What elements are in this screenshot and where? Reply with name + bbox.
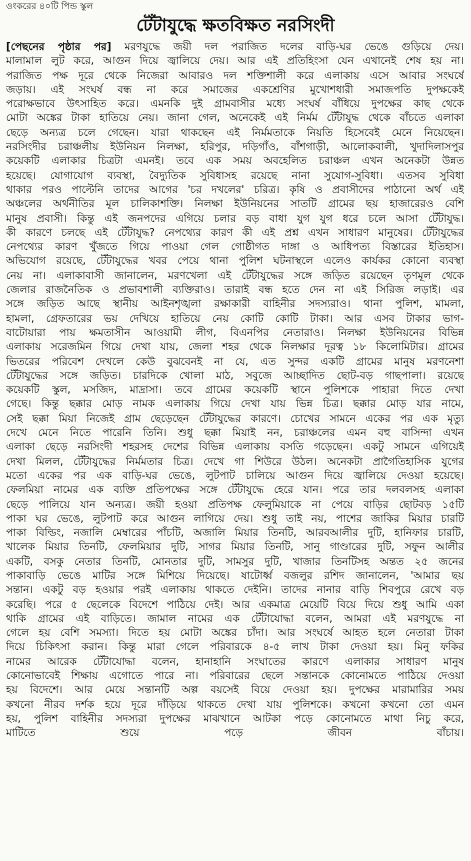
article-line: মতো একের পর এক বাড়ি-ঘর ভেঙে, লুটপাট চালিয়ে আগুন দিয়ে জ্বালিয়ে দেওয়া হয়েছে। bbox=[6, 469, 464, 482]
article-line: কোনোভাবেই শিক্ষায় এগোতে পারে না। পরিবারের ছেলে সন্তানকে কোনোমতে পাঠিয়ে দেওয়া bbox=[6, 670, 464, 683]
article-line: এলাকায় সরেজমিন গিয়ে দেখা যায়, জেলা শহর থেকে নিলক্ষার দূরত্ব ১৮ কিলোমিটার। গ্রামের bbox=[6, 341, 464, 354]
article-line: জড়ায়। এই সংঘর্ষ বন্ধ না করে সমাজের একশ্রেণির মুখোশধারী সমাজপতি দুপক্ষকেই bbox=[6, 83, 464, 96]
article-line: বাটোয়ারা পায় ক্ষমতাসীন আওয়ামী লীগ, বিএনপির নেতারাও। নিলক্ষা ইউনিয়নের বিভিন্ন bbox=[6, 326, 464, 339]
article-line: গেলে হয় বেশি সমস্যা। দিতে হয় মোটা অঙ্কের চাঁদা। আর সংঘর্ষে আহত হলে নেতারা টাকা bbox=[6, 627, 464, 640]
article-line: মানুষ প্রবাসী। কিন্তু এই জনপদের এগিয়ে চলার বড় বাধা যুগ যুগ ধরে চলে আসা টেঁটাযুদ্ধ। bbox=[6, 212, 464, 225]
article-line: সেই ছক্কা মিয়া নিজেই গ্রাম ছেড়েছেন টেঁটাযুদ্ধের কারণে। চোখের সামনে একের পর এক মৃত্যু bbox=[6, 412, 464, 425]
article-line bbox=[6, 826, 464, 840]
article-line bbox=[6, 798, 464, 812]
article-line: মোটা অঙ্কের টাকা হাতিয়ে নেয়। জানা গেল, অনেকেই এই নির্মম টেঁটাযুদ্ধ থেকে বাঁচতে এলাকা bbox=[6, 112, 464, 125]
article-line bbox=[6, 741, 464, 755]
article-line: ভিতরের পরিবেশ দেখলে কেউ বুঝবেনই না যে, এত সুন্দর একটি গ্রামের মানুষ মরণনেশা bbox=[6, 355, 464, 368]
article-line: হয় বিদেশে। আর মেয়ে সন্তানটি অল্প বয়সেই বিয়ে দেওয়া হয়। দুপক্ষের মারামারির সময় bbox=[6, 684, 464, 697]
article-line: কখনো নীরব দর্শক হয়ে দূরে দাঁড়িয়ে থাকতে দেখা যায় পুলিশকে। কখনো কখনো তো এমন bbox=[6, 698, 464, 711]
article-line: কয়েকটি স্কুল, মসজিদ, মাদ্রাসা। তবে গ্রামের কয়েকটি স্থানে পুলিশকে পাহারা দিতে দেখা bbox=[6, 384, 464, 397]
article-line: অঞ্চলের অর্থনীতির মূল চালিকাশক্তি। নিলক্ষা ইউনিয়নের সাতটি গ্রামের ছয় হাজারেরও বেশি bbox=[6, 198, 464, 211]
article-line: নেয় না। এলাকাবাসী জানালেন, মরণখেলা এই টেঁটাযুদ্ধের সঙ্গে জড়িত রয়েছেন তৃণমূল থেকে bbox=[6, 269, 464, 282]
article-line: দেখে মেনে নিতে পারেনি তিনি। শুধু ছক্কা মিয়াই নন, চরাঞ্চলের এমন বহু বাসিন্দা এখন bbox=[6, 427, 464, 440]
article-line: নরসিংদীর চরাঞ্চলীয় ইউনিয়ন নিলক্ষা, হরিপুর, দড়িগাঁও, বাঁশগাড়ী, আলোকবালী, খুদাদিলাসপুর bbox=[6, 141, 464, 154]
article-line bbox=[6, 812, 464, 826]
article-line: ছেড়ে অন্যত্র চলে গেছেন। যারা থাকছেন এই নির্মমতাকে নিয়তি হিসেবেই মেনে নিয়েছেন। bbox=[6, 126, 464, 139]
article-line: জেলার রাজনৈতিক ও প্রভাবশালী ব্যক্তিরাও। তারাই বন্ধ হতে দেন না এই সিরিজ লড়াই। এর bbox=[6, 284, 464, 297]
article-line bbox=[6, 841, 464, 844]
article-line: থাকার পরও পাল্টেনি তাদের আগের 'চর দখলের' চরিত্র। কৃষি ও প্রবাসীদের পাঠানো অর্থ এই bbox=[6, 183, 464, 196]
article-line: হয়েছে। যোগাযোগ ব্যবস্থা, বৈদ্যুতিক সুবিধাসহ রয়েছে নানা সুযোগ-সুবিধা। এতসব সুবিধা bbox=[6, 169, 464, 182]
article-line: নেপথ্যের কারণ খুঁজতে গিয়ে পাওয়া গেল গোষ্ঠীগত দাঙ্গা ও আধিপত্য বিস্তারের ইতিহাস। bbox=[6, 241, 464, 254]
article-line: হয়, পুলিশ বাহিনীর সদস্যরা দুপক্ষের মাঝখানে আটকা পড়ে কোনোমতে মাথা নিচু করে, bbox=[6, 712, 464, 725]
article-line: টেঁটাযুদ্ধের সঙ্গে জড়িত। চারদিকে খোলা মাঠ, সবুজে আচ্ছাদিত ছোট-বড় গাছপালা। রয়েছে bbox=[6, 369, 464, 382]
article-line: কী কারণে চলছে এই টেঁটাযুদ্ধ? নেপথ্যের কারণ কী এই প্রশ্ন এখন সাধারণ মানুষের। টেঁটাযুদ্ধের bbox=[6, 226, 464, 239]
article-line: থাকি গ্রামের এই বাড়িতে। জামাল নামের এক টেঁটাযোদ্ধা বলেন, আমরা এই মরণযুদ্ধে না bbox=[6, 612, 464, 625]
article-line: সন্তান। একটু বড় হওয়ার পরই এলাকায় থাকতে দেইনি। তাদের নানার বাড়ি শিবপুরে রেখে বড় bbox=[6, 584, 464, 597]
article-line: হামলা, গ্রেফতারের ভয় দেখিয়ে হাতিয়ে নেয় কোটি কোটি টাকা। আর এসব টাকার ভাগ- bbox=[6, 312, 464, 325]
article-line: করেছি। পরে ৫ ছেলেকে বিদেশে পাঠিয়ে দেই। আর একমাত্র মেয়েটি বিয়ে দিয়ে শুধু আমি একা bbox=[6, 598, 464, 611]
article-line: দেখা মিলল, টেঁটাযুদ্ধের নির্মমতার চিত্র। দেখে গা শিউরে উঠল। অনেকটা প্রাগৈতিহাসিক যুগের bbox=[6, 455, 464, 468]
article-line: কয়েকটি এলাকার চিত্রটা এমনই। তবে এক সময় অবহেলিত চরাঞ্চল এখন অনেকটা উন্নত bbox=[6, 155, 464, 168]
article-line: অভিযোগ রয়েছে, টেঁটাযুদ্ধের খবর পেয়ে থানা পুলিশ ঘটনাস্থলে এলেও কার্যকর কোনো ব্যবস্থা bbox=[6, 255, 464, 268]
article-line: সঙ্গে জড়িত আছে স্থানীয় আইনশৃঙ্খলা রক্ষাকারী বাহিনীর সদস্যরাও। থানা পুলিশ, মামলা, bbox=[6, 298, 464, 311]
article-line: একটি, বসকু নেতার তিনটি, মোনতার দুটি, সামসুর দুটি, খাজার তিনটিসহ অন্তত ২৫ জনের bbox=[6, 555, 464, 568]
article-line: মালামাল লুট করে, আগুন দিয়ে জ্বালিয়ে দেয়। আর এই প্রতিহিংসা যেন এখানেই শেষ হয় না। bbox=[6, 55, 464, 68]
article-line: ফেলমিয়া নামের এক ব্যক্তি প্রতিপক্ষের সঙ্গে টেঁটাযুদ্ধে হেরে যান। পরে তার দলবলসহ এলাকা bbox=[6, 484, 464, 497]
article-line: এলাকা ছেড়ে নরসিংদী শহরসহ দেশের বিভিন্ন এলাকায় বসতি গড়েছেন। একটু সামনে এগিয়েই bbox=[6, 441, 464, 454]
article-line: পাকা বিল্ডিং, নজালি মেম্বারের পাঁচটি, অজালি মিয়ার তিনটি, আরবআলীর দুটি, হানিফার চারটি, bbox=[6, 527, 464, 540]
article-line-first-text: মরণযুদ্ধে জয়ী দল পরাজিত দলের বাড়ি-ঘর ভেঙে গুড়িয়ে দেয়। bbox=[124, 41, 464, 53]
article-line: পরোক্ষভাবে উৎসাহিত করে। এমনকি দুই গ্রামবাসীর মধ্যে সংঘর্ষ বাঁধিয়ে দুপক্ষের কাছ থেকে bbox=[6, 98, 464, 111]
page-title: টেঁটাযুদ্ধে ক্ষতবিক্ষত নরসিংদী bbox=[136, 16, 335, 36]
article-line-first bbox=[6, 40, 464, 54]
top-strip-text: ওংকরের ৪০টি পিন্ড স্কুল bbox=[6, 2, 94, 12]
article-line: পাকা ঘর ভেঙে, লুটপাট করে আগুন লাগিয়ে দেয়। শুধু তাই নয়, পাশের জাকির মিয়ার চারটি bbox=[6, 512, 464, 525]
article-line: পাকাবাড়ি ভেঙে মাটির সঙ্গে মিশিয়ে দিয়েছে। ষাটোর্ধ্ব বজলুর রশিদ জানালেন, 'আমার ছয় bbox=[6, 569, 464, 582]
article-line bbox=[6, 769, 464, 783]
article-line: খালেক মিয়ার তিনটি, ফেলমিয়ার দুটি, সাগর মিয়ার তিনটি, সানু গাণ্ডারের দুটি, সফুন আলীর bbox=[6, 541, 464, 554]
article-line bbox=[6, 783, 464, 797]
article-line: গেছে। কিন্তু ছক্কার মোড় নামক এলাকায় গিয়ে দেখা যায় ভিন্ন চিত্র। ছক্কার মোড় যার নামে, bbox=[6, 398, 464, 411]
article-line bbox=[6, 755, 464, 769]
article-line: মাটিতে শুয়ে পড়ে জীবন বাঁচায়। bbox=[6, 727, 464, 740]
continued-from-back-page-label: [পেছনের পৃষ্ঠার পর] bbox=[6, 41, 112, 53]
article-line: ছেড়ে পালিয়ে যান অন্যত্র। জয়ী হওয়া প্রতিপক্ষ ফেলুমিয়াকে না পেয়ে বাড়ির ছোটবড় ১৫টি bbox=[6, 498, 464, 511]
article-line: পরাজিত পক্ষ দূরে থেকে নিজেরা আবারও দল শক্তিশালী করে এলাকায় এসে আবার সংঘর্ষে bbox=[6, 69, 464, 82]
article-line: নামের আরেক টেঁটাযোদ্ধা বলেন, হানাহানি সংঘাতের কারণে এলাকার সাধারণ মানুষ bbox=[6, 655, 464, 668]
article-body bbox=[6, 40, 464, 844]
article-line: দিয়ে চিকিৎসা করান। কিন্তু মারা গেলে পরিবারকে ৪-৫ লাখ টাকা দেওয়া হয়। মিনু ফকির bbox=[6, 641, 464, 654]
